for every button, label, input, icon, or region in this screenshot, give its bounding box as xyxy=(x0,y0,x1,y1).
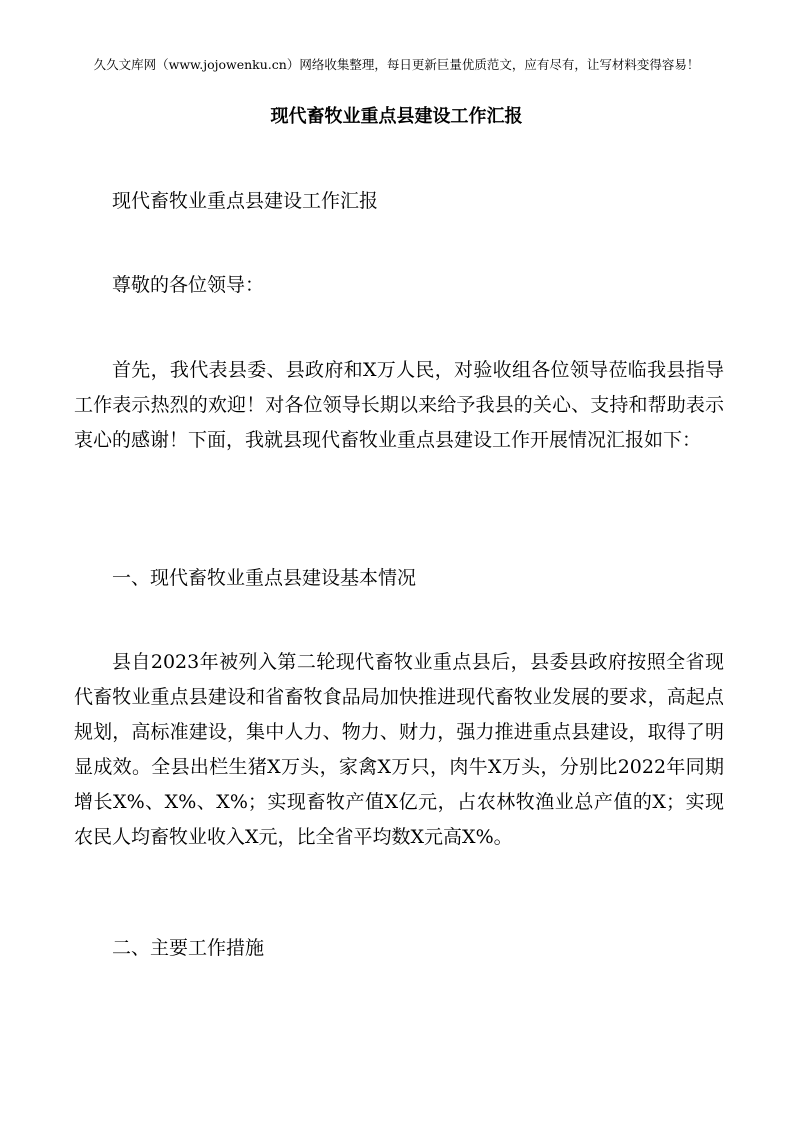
paragraph-opening: 首先，我代表县委、县政府和X万人民，对验收组各位领导莅临我县指导工作表示热烈的欢迎！对各位领导长期以来给予我县的关心、支持和帮助表示衷心的感谢！下面，我就县现代畜牧业重点县建设工作开展情况汇报如下： xyxy=(74,359,724,451)
section-heading-1: 一、现代畜牧业重点县建设基本情况 xyxy=(112,567,417,589)
section-heading-2: 二、主要工作措施 xyxy=(112,937,265,959)
document-title: 现代畜牧业重点县建设工作汇报 xyxy=(270,106,523,127)
paragraph-repeat-title: 现代畜牧业重点县建设工作汇报 xyxy=(112,190,379,212)
paragraph-basic-situation: 县自2023年被列入第二轮现代畜牧业重点县后，县委县政府按照全省现代畜牧业重点县建设和省畜牧食品局加快推进现代畜牧业发展的要求，高起点规划，高标准建设，集中人力、物力、财力，强力推进重点县建设，取得了明显成效。全县出栏生猪X万头，家禽X万只，肉牛X万头，分别比2022年同期增长X%、X%、X%；实现畜牧产值X亿元，占农林牧渔业总产值的X；实现农民人均畜牧业收入X元，比全省平均数X元高X%。 xyxy=(74,651,724,848)
paragraph-salutation: 尊敬的各位领导： xyxy=(112,274,265,296)
header-note: 久久文库网（www.jojowenku.cn）网络收集整理，每日更新巨量优质范文，应有尽有，让写材料变得容易！ xyxy=(93,57,700,72)
